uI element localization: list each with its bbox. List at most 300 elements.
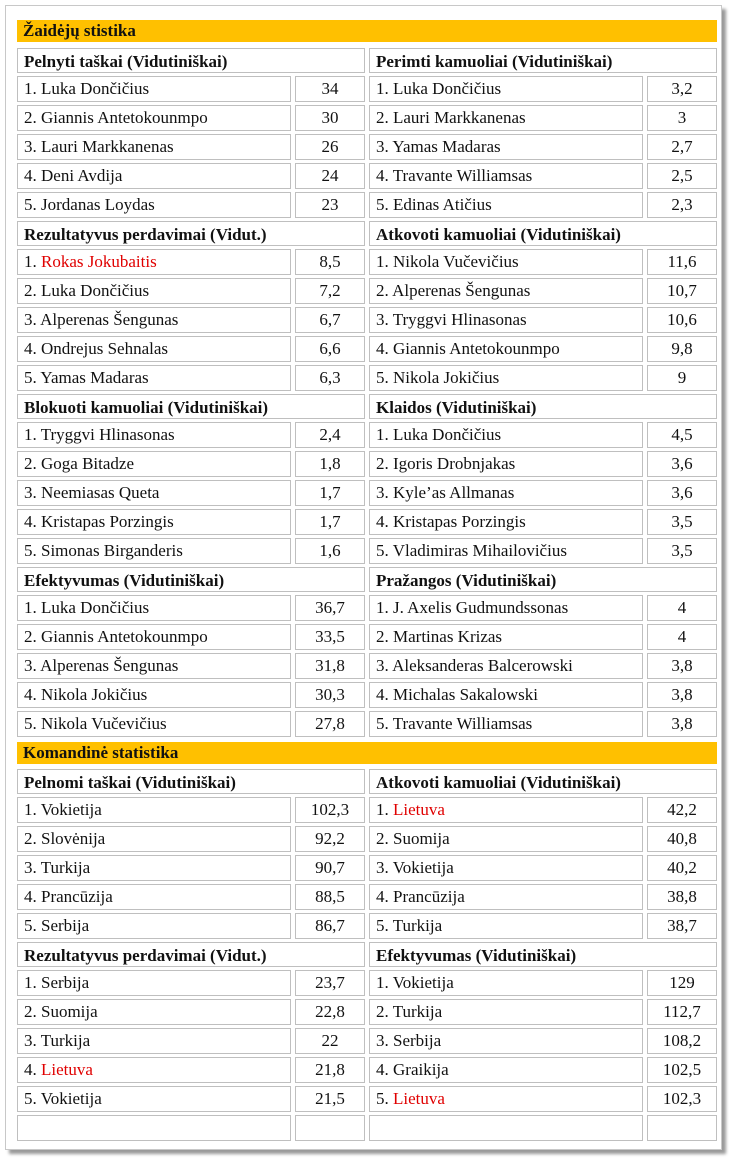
rank-number: 4.: [376, 512, 389, 531]
entry-name: Giannis Antetokounmpo: [393, 339, 560, 358]
rank-number: 1.: [376, 800, 389, 819]
stat-value: 4: [647, 624, 717, 650]
rank-number: 1.: [24, 79, 37, 98]
stat-row-name-cell: [369, 192, 643, 218]
stat-row: [369, 1057, 717, 1083]
rank-number: 5.: [376, 541, 389, 560]
entry-name: Aleksanderas Balcerowski: [392, 656, 573, 675]
rank-number: 2.: [24, 454, 37, 473]
entry-name: Nikola Jokičius: [41, 685, 148, 704]
stat-row: [369, 855, 717, 881]
stat-row-name-cell: [369, 913, 643, 939]
stat-row: [369, 624, 717, 650]
stat-row-name-cell: [17, 797, 291, 823]
rank-number: 1.: [376, 973, 389, 992]
stat-value: 92,2: [295, 826, 365, 852]
stat-row: [369, 653, 717, 679]
stat-value: 3,5: [647, 509, 717, 535]
stat-value: 9: [647, 365, 717, 391]
rank-number: 5.: [376, 368, 389, 387]
stat-row: [369, 422, 717, 448]
stat-value: 1,6: [295, 538, 365, 564]
stat-value: 38,8: [647, 884, 717, 910]
stat-row: [369, 76, 717, 102]
entry-name: Prancūzija: [393, 887, 465, 906]
stat-row: [369, 970, 717, 996]
stat-row-name-cell: [369, 855, 643, 881]
stat-row: [369, 192, 717, 218]
stat-value: 102,3: [647, 1086, 717, 1112]
empty-name-cell: [17, 1115, 291, 1141]
entry-name: Nikola Vučevičius: [41, 714, 167, 733]
stat-value: 2,4: [295, 422, 365, 448]
stat-row: [17, 336, 365, 362]
stat-row-name-cell: [369, 76, 643, 102]
stat-row: [369, 249, 717, 275]
stat-value: 3,6: [647, 480, 717, 506]
rank-number: 3.: [24, 1031, 37, 1050]
stat-row: [369, 278, 717, 304]
stat-value: 6,7: [295, 307, 365, 333]
stat-group-efektyvumas-vidutiniskai: [369, 942, 717, 1144]
stat-row-name-cell: [17, 192, 291, 218]
stats-sheet: [17, 20, 717, 1144]
stat-group-prazangos-vidutiniskai: [369, 567, 717, 740]
stat-row: [369, 105, 717, 131]
entry-name: Vokietija: [392, 973, 454, 992]
stat-row-name-cell: [369, 480, 643, 506]
stat-group-title: Pelnyti taškai (Vidutiniškai): [17, 48, 365, 73]
stat-row: [369, 1086, 717, 1112]
rank-number: 4.: [24, 166, 37, 185]
stat-group-atkovoti-kamuoliai-vidutiniskai: [369, 769, 717, 942]
stat-row-name-cell: [369, 999, 643, 1025]
stat-value: 40,2: [647, 855, 717, 881]
rank-number: 5.: [24, 541, 37, 560]
stat-value: 24: [295, 163, 365, 189]
rank-number: 4.: [376, 887, 389, 906]
entry-name: Ondrejus Sehnalas: [41, 339, 169, 358]
stat-groups-row: [17, 942, 717, 1144]
stat-row: [17, 278, 365, 304]
rank-number: 5.: [376, 195, 389, 214]
stat-row: [17, 913, 365, 939]
stat-row: [369, 509, 717, 535]
rank-number: 1.: [24, 598, 37, 617]
stat-value: 2,3: [647, 192, 717, 218]
stat-row: [369, 711, 717, 737]
entry-name: Martinas Krizas: [393, 627, 503, 646]
stat-group-rezultatyvus-perdavimai-vidut: [17, 942, 365, 1144]
stat-row: [17, 884, 365, 910]
stat-row: [17, 509, 365, 535]
stat-value: 3,8: [647, 682, 717, 708]
entry-name: Luka Dončičius: [41, 281, 150, 300]
entry-name: Yamas Madaras: [40, 368, 149, 387]
stat-row: [17, 365, 365, 391]
entry-name: Lietuva: [41, 1060, 93, 1079]
stat-row: [369, 913, 717, 939]
entry-name: Luka Dončičius: [393, 79, 502, 98]
stat-row: [369, 884, 717, 910]
entry-name: Lauri Markkanenas: [41, 137, 174, 156]
empty-row: [17, 1115, 365, 1141]
rank-number: 3.: [24, 310, 37, 329]
stat-group-title: Efektyvumas (Vidutiniškai): [17, 567, 365, 592]
entry-name: Suomija: [393, 829, 450, 848]
stat-value: 3,2: [647, 76, 717, 102]
rank-number: 4.: [376, 685, 389, 704]
stat-value: 1,8: [295, 451, 365, 477]
stat-row-name-cell: [369, 538, 643, 564]
rank-number: 2.: [376, 829, 389, 848]
empty-value-cell: [295, 1115, 365, 1141]
entry-name: Rokas Jokubaitis: [41, 252, 157, 271]
stat-row: [369, 336, 717, 362]
rank-number: 2.: [376, 1002, 389, 1021]
stat-row: [17, 855, 365, 881]
stat-value: 2,5: [647, 163, 717, 189]
stat-row-name-cell: [369, 422, 643, 448]
stat-group-title: Pražangos (Vidutiniškai): [369, 567, 717, 592]
entry-name: Turkija: [392, 916, 443, 935]
entry-name: Giannis Antetokounmpo: [41, 627, 208, 646]
entry-name: Luka Dončičius: [41, 79, 150, 98]
stat-group-title: Efektyvumas (Vidutiniškai): [369, 942, 717, 967]
stat-groups-row: [17, 769, 717, 942]
stat-row: [17, 970, 365, 996]
entry-name: J. Axelis Gudmundssonas: [393, 598, 569, 617]
stat-row: [17, 653, 365, 679]
stat-group-atkovoti-kamuoliai-vidutiniskai: [369, 221, 717, 394]
stat-groups-row: [17, 48, 717, 221]
stat-value: 4,5: [647, 422, 717, 448]
stat-row: [369, 163, 717, 189]
stat-groups-row: [17, 221, 717, 394]
stat-row: [369, 826, 717, 852]
entry-name: Vladimiras Mihailovičius: [392, 541, 567, 560]
entry-name: Graikija: [393, 1060, 449, 1079]
stat-row-name-cell: [369, 1028, 643, 1054]
stat-value: 88,5: [295, 884, 365, 910]
stat-row-name-cell: [17, 1028, 291, 1054]
stat-value: 112,7: [647, 999, 717, 1025]
stat-value: 23: [295, 192, 365, 218]
rank-number: 1.: [376, 425, 389, 444]
entry-name: Suomija: [41, 1002, 98, 1021]
rank-number: 5.: [24, 1089, 37, 1108]
stat-row-name-cell: [369, 249, 643, 275]
entry-name: Nikola Vučevičius: [393, 252, 519, 271]
stat-row-name-cell: [17, 76, 291, 102]
rank-number: 3.: [24, 858, 37, 877]
stat-value: 36,7: [295, 595, 365, 621]
players-stats: [17, 48, 717, 740]
stat-row: [17, 422, 365, 448]
stat-row-name-cell: [17, 913, 291, 939]
entry-name: Lietuva: [393, 800, 445, 819]
stat-row-name-cell: [369, 1086, 643, 1112]
stat-row: [17, 538, 365, 564]
stat-value: 26: [295, 134, 365, 160]
stat-row-name-cell: [369, 797, 643, 823]
stat-value: 6,3: [295, 365, 365, 391]
rank-number: 2.: [24, 108, 37, 127]
stat-row: [17, 76, 365, 102]
stat-row-name-cell: [369, 105, 643, 131]
stat-group-rezultatyvus-perdavimai-vidut: [17, 221, 365, 394]
stat-row-name-cell: [369, 336, 643, 362]
stat-row-name-cell: [369, 451, 643, 477]
stat-value: 40,8: [647, 826, 717, 852]
stat-row-name-cell: [17, 595, 291, 621]
stat-row-name-cell: [17, 855, 291, 881]
stat-row: [17, 595, 365, 621]
rank-number: 2.: [24, 627, 37, 646]
stat-row: [17, 480, 365, 506]
stat-row-name-cell: [17, 365, 291, 391]
stat-value: 38,7: [647, 913, 717, 939]
stat-row-name-cell: [17, 509, 291, 535]
stat-value: 102,3: [295, 797, 365, 823]
entry-name: Lauri Markkanenas: [393, 108, 526, 127]
entry-name: Kristapas Porzingis: [41, 512, 174, 531]
stat-row: [17, 192, 365, 218]
entry-name: Tryggvi Hlinasonas: [392, 310, 527, 329]
rank-number: 3.: [376, 483, 389, 502]
rank-number: 3.: [376, 310, 389, 329]
entry-name: Turkija: [40, 1031, 91, 1050]
rank-number: 3.: [24, 137, 37, 156]
stat-row-name-cell: [17, 624, 291, 650]
stat-row: [369, 595, 717, 621]
rank-number: 1.: [24, 252, 37, 271]
entry-name: Vokietija: [40, 1089, 102, 1108]
stat-group-pelnyti-taskai-vidutiniskai: [17, 48, 365, 221]
stat-row-name-cell: [369, 278, 643, 304]
entry-name: Edinas Atičius: [393, 195, 492, 214]
stat-row: [17, 797, 365, 823]
stat-value: 10,6: [647, 307, 717, 333]
stat-row-name-cell: [369, 163, 643, 189]
entry-name: Luka Dončičius: [393, 425, 502, 444]
stat-row: [17, 1028, 365, 1054]
rank-number: 1.: [376, 252, 389, 271]
stat-value: 42,2: [647, 797, 717, 823]
stat-row: [369, 538, 717, 564]
entry-name: Yamas Madaras: [392, 137, 501, 156]
entry-name: Igoris Drobnjakas: [393, 454, 516, 473]
stat-value: 23,7: [295, 970, 365, 996]
empty-value-cell: [647, 1115, 717, 1141]
rank-number: 5.: [24, 714, 37, 733]
entry-name: Serbija: [393, 1031, 442, 1050]
entry-name: Alperenas Šengunas: [40, 310, 179, 329]
rank-number: 3.: [376, 137, 389, 156]
stat-value: 30,3: [295, 682, 365, 708]
stat-value: 3,8: [647, 653, 717, 679]
stat-row: [17, 826, 365, 852]
stat-row-name-cell: [369, 365, 643, 391]
stat-value: 3,5: [647, 538, 717, 564]
stat-value: 30: [295, 105, 365, 131]
entry-name: Travante Williamsas: [392, 166, 533, 185]
stat-group-title: Rezultatyvus perdavimai (Vidut.): [17, 221, 365, 246]
stat-value: 11,6: [647, 249, 717, 275]
stat-row-name-cell: [369, 884, 643, 910]
rank-number: 5.: [376, 1089, 389, 1108]
stat-value: 21,5: [295, 1086, 365, 1112]
stat-group-pelnomi-taskai-vidutiniskai: [17, 769, 365, 942]
entry-name: Kyle’as Allmanas: [393, 483, 515, 502]
entry-name: Tryggvi Hlinasonas: [40, 425, 175, 444]
stat-row-name-cell: [17, 163, 291, 189]
players-section-header: Žaidėjų stistika: [17, 20, 717, 42]
stat-row-name-cell: [369, 307, 643, 333]
stat-row: [369, 365, 717, 391]
stat-row-name-cell: [17, 884, 291, 910]
rank-number: 5.: [24, 368, 37, 387]
entry-name: Simonas Birganderis: [41, 541, 183, 560]
stat-row-name-cell: [17, 970, 291, 996]
stat-value: 27,8: [295, 711, 365, 737]
stat-row-name-cell: [17, 711, 291, 737]
rank-number: 3.: [376, 1031, 389, 1050]
stat-group-title: Pelnomi taškai (Vidutiniškai): [17, 769, 365, 794]
stat-row-name-cell: [17, 653, 291, 679]
entry-name: Kristapas Porzingis: [393, 512, 526, 531]
entry-name: Vokietija: [392, 858, 454, 877]
stat-value: 129: [647, 970, 717, 996]
stat-value: 4: [647, 595, 717, 621]
rank-number: 1.: [24, 425, 37, 444]
entry-name: Turkija: [40, 858, 91, 877]
stat-row: [17, 711, 365, 737]
stat-group-title: Atkovoti kamuoliai (Vidutiniškai): [369, 221, 717, 246]
stat-group-title: Perimti kamuoliai (Vidutiniškai): [369, 48, 717, 73]
rank-number: 5.: [376, 714, 389, 733]
teams-stats: [17, 769, 717, 1144]
rank-number: 5.: [24, 195, 37, 214]
stat-row: [17, 451, 365, 477]
stat-row-name-cell: [17, 105, 291, 131]
entry-name: Serbija: [41, 916, 90, 935]
stat-row-name-cell: [17, 682, 291, 708]
stat-groups-row: [17, 567, 717, 740]
stat-groups-row: [17, 394, 717, 567]
rank-number: 4.: [24, 887, 37, 906]
stat-value: 90,7: [295, 855, 365, 881]
stat-value: 3: [647, 105, 717, 131]
stat-row: [17, 624, 365, 650]
rank-number: 2.: [24, 1002, 37, 1021]
stat-value: 34: [295, 76, 365, 102]
stat-row: [369, 480, 717, 506]
stat-group-perimti-kamuoliai-vidutiniskai: [369, 48, 717, 221]
rank-number: 3.: [24, 483, 37, 502]
rank-number: 4.: [24, 685, 37, 704]
empty-name-cell: [369, 1115, 643, 1141]
stat-row-name-cell: [369, 1057, 643, 1083]
stat-row: [17, 134, 365, 160]
teams-section-header: Komandinė statistika: [17, 742, 717, 764]
stat-row-name-cell: [17, 278, 291, 304]
stat-row-name-cell: [17, 422, 291, 448]
stat-row-name-cell: [17, 480, 291, 506]
entry-name: Neemiasas Queta: [41, 483, 160, 502]
stat-value: 22: [295, 1028, 365, 1054]
stat-group-title: Atkovoti kamuoliai (Vidutiniškai): [369, 769, 717, 794]
rank-number: 2.: [24, 281, 37, 300]
stat-value: 7,2: [295, 278, 365, 304]
stat-value: 22,8: [295, 999, 365, 1025]
stat-row: [369, 451, 717, 477]
stat-row-name-cell: [369, 509, 643, 535]
entry-name: Luka Dončičius: [41, 598, 150, 617]
stat-row-name-cell: [17, 336, 291, 362]
stat-row: [369, 797, 717, 823]
entry-name: Deni Avdija: [41, 166, 123, 185]
stat-row-name-cell: [369, 595, 643, 621]
stat-value: 3,6: [647, 451, 717, 477]
entry-name: Serbija: [41, 973, 90, 992]
stat-value: 102,5: [647, 1057, 717, 1083]
rank-number: 4.: [376, 1060, 389, 1079]
entry-name: Nikola Jokičius: [393, 368, 500, 387]
entry-name: Jordanas Loydas: [41, 195, 155, 214]
entry-name: Turkija: [392, 1002, 443, 1021]
stat-row: [369, 682, 717, 708]
stat-row-name-cell: [369, 970, 643, 996]
stat-row-name-cell: [17, 1057, 291, 1083]
stat-row: [369, 307, 717, 333]
stat-value: 108,2: [647, 1028, 717, 1054]
stat-value: 1,7: [295, 480, 365, 506]
rank-number: 1.: [24, 800, 37, 819]
stat-row-name-cell: [17, 249, 291, 275]
stat-row-name-cell: [17, 1086, 291, 1112]
entry-name: Alperenas Šengunas: [40, 656, 179, 675]
stat-row: [369, 999, 717, 1025]
rank-number: 4.: [24, 1060, 37, 1079]
rank-number: 3.: [376, 656, 389, 675]
rank-number: 3.: [24, 656, 37, 675]
stat-row-name-cell: [369, 826, 643, 852]
rank-number: 2.: [24, 829, 37, 848]
stat-group-title: Blokuoti kamuoliai (Vidutiniškai): [17, 394, 365, 419]
empty-row: [369, 1115, 717, 1141]
stat-group-blokuoti-kamuoliai-vidutiniskai: [17, 394, 365, 567]
rank-number: 2.: [376, 454, 389, 473]
stat-row-name-cell: [369, 682, 643, 708]
rank-number: 4.: [376, 339, 389, 358]
rank-number: 4.: [376, 166, 389, 185]
stat-value: 9,8: [647, 336, 717, 362]
stat-group-title: Klaidos (Vidutiniškai): [369, 394, 717, 419]
stat-value: 2,7: [647, 134, 717, 160]
stat-value: 8,5: [295, 249, 365, 275]
stat-group-title: Rezultatyvus perdavimai (Vidut.): [17, 942, 365, 967]
entry-name: Vokietija: [40, 800, 102, 819]
stat-row-name-cell: [369, 711, 643, 737]
stat-row: [17, 1057, 365, 1083]
rank-number: 3.: [376, 858, 389, 877]
entry-name: Lietuva: [393, 1089, 445, 1108]
stat-row-name-cell: [17, 307, 291, 333]
stat-row-name-cell: [369, 653, 643, 679]
rank-number: 5.: [24, 916, 37, 935]
stat-value: 3,8: [647, 711, 717, 737]
